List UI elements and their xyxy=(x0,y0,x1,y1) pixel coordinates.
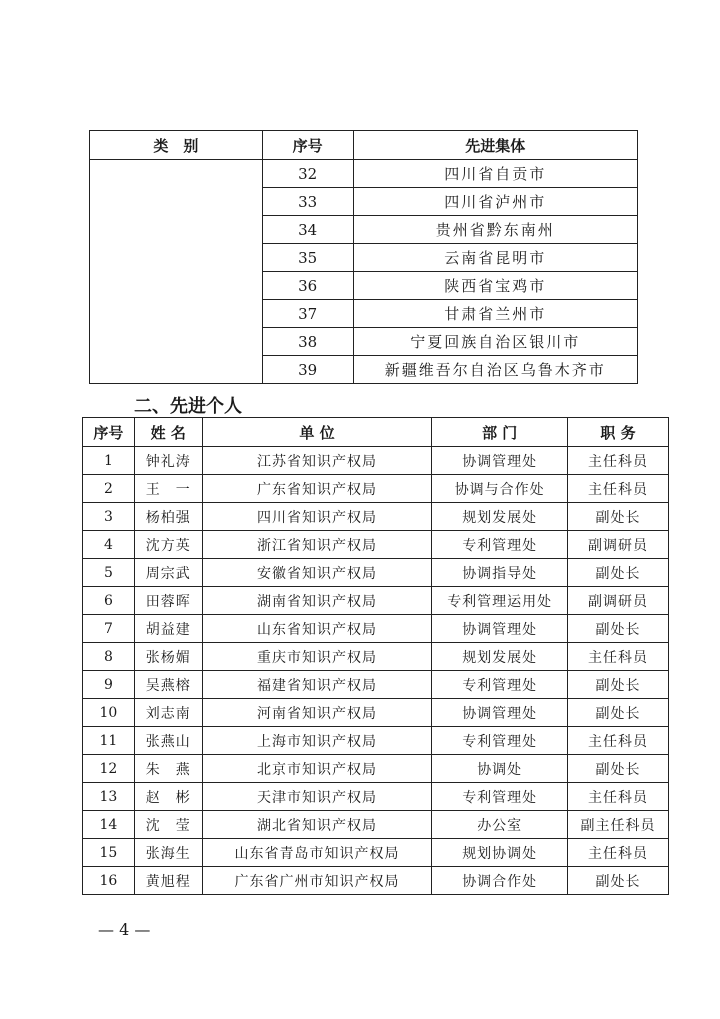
position: 副调研员 xyxy=(568,587,669,615)
row-number: 6 xyxy=(83,587,135,615)
table-row xyxy=(83,475,669,503)
unit-name: 山东省知识产权局 xyxy=(202,615,432,643)
table-row xyxy=(83,503,669,531)
unit-name: 广东省广州市知识产权局 xyxy=(202,867,432,895)
row-number: 15 xyxy=(83,839,135,867)
header-number: 序号 xyxy=(262,131,353,160)
collective-name: 贵州省黔东南州 xyxy=(353,216,637,244)
position: 主任科员 xyxy=(568,839,669,867)
row-number: 8 xyxy=(83,643,135,671)
table-row xyxy=(83,587,669,615)
row-number: 7 xyxy=(83,615,135,643)
person-name: 周宗武 xyxy=(134,559,202,587)
row-number: 35 xyxy=(262,244,353,272)
department: 办公室 xyxy=(432,811,568,839)
table-row xyxy=(83,783,669,811)
person-name: 张燕山 xyxy=(134,727,202,755)
table-row xyxy=(83,559,669,587)
row-number: 14 xyxy=(83,811,135,839)
table-row xyxy=(83,643,669,671)
row-number: 33 xyxy=(262,188,353,216)
collective-name: 四川省自贡市 xyxy=(353,160,637,188)
row-number: 11 xyxy=(83,727,135,755)
unit-name: 河南省知识产权局 xyxy=(202,699,432,727)
person-name: 黄旭程 xyxy=(134,867,202,895)
advanced-individuals-table xyxy=(82,417,669,895)
person-name: 胡益建 xyxy=(134,615,202,643)
position: 副调研员 xyxy=(568,531,669,559)
person-name: 钟礼涛 xyxy=(134,447,202,475)
row-number: 10 xyxy=(83,699,135,727)
department: 规划发展处 xyxy=(432,643,568,671)
unit-name: 北京市知识产权局 xyxy=(202,755,432,783)
position: 主任科员 xyxy=(568,643,669,671)
table-row xyxy=(83,531,669,559)
person-name: 田蓉晖 xyxy=(134,587,202,615)
department: 协调管理处 xyxy=(432,699,568,727)
row-number: 38 xyxy=(262,328,353,356)
position: 主任科员 xyxy=(568,727,669,755)
table-row xyxy=(83,867,669,895)
person-name: 赵 彬 xyxy=(134,783,202,811)
person-name: 张海生 xyxy=(134,839,202,867)
position: 副主任科员 xyxy=(568,811,669,839)
unit-name: 江苏省知识产权局 xyxy=(202,447,432,475)
unit-name: 湖北省知识产权局 xyxy=(202,811,432,839)
row-number: 16 xyxy=(83,867,135,895)
person-name: 沈 莹 xyxy=(134,811,202,839)
row-number: 13 xyxy=(83,783,135,811)
unit-name: 安徽省知识产权局 xyxy=(202,559,432,587)
person-name: 沈方英 xyxy=(134,531,202,559)
person-name: 吴燕榕 xyxy=(134,671,202,699)
position: 副处长 xyxy=(568,559,669,587)
row-number: 2 xyxy=(83,475,135,503)
collective-name: 陕西省宝鸡市 xyxy=(353,272,637,300)
person-name: 朱 燕 xyxy=(134,755,202,783)
table-row xyxy=(83,839,669,867)
table-row xyxy=(83,671,669,699)
collective-name: 四川省泸州市 xyxy=(353,188,637,216)
table-header-row xyxy=(83,418,669,447)
table-row xyxy=(83,755,669,783)
row-number: 3 xyxy=(83,503,135,531)
department: 协调指导处 xyxy=(432,559,568,587)
department: 协调处 xyxy=(432,755,568,783)
table-row xyxy=(83,699,669,727)
header-unit: 单 位 xyxy=(202,418,432,447)
position: 副处长 xyxy=(568,503,669,531)
department: 协调合作处 xyxy=(432,867,568,895)
unit-name: 浙江省知识产权局 xyxy=(202,531,432,559)
position: 副处长 xyxy=(568,671,669,699)
collective-name: 宁夏回族自治区银川市 xyxy=(353,328,637,356)
page-number: — 4 — xyxy=(98,920,151,939)
department: 专利管理处 xyxy=(432,727,568,755)
department: 专利管理运用处 xyxy=(432,587,568,615)
category-cell xyxy=(90,160,263,384)
position: 主任科员 xyxy=(568,783,669,811)
unit-name: 天津市知识产权局 xyxy=(202,783,432,811)
table-row xyxy=(90,160,638,188)
department: 规划发展处 xyxy=(432,503,568,531)
position: 副处长 xyxy=(568,755,669,783)
department: 专利管理处 xyxy=(432,531,568,559)
header-collective: 先进集体 xyxy=(353,131,637,160)
position: 主任科员 xyxy=(568,475,669,503)
department: 专利管理处 xyxy=(432,671,568,699)
table-row xyxy=(83,615,669,643)
row-number: 34 xyxy=(262,216,353,244)
row-number: 5 xyxy=(83,559,135,587)
position: 副处长 xyxy=(568,615,669,643)
unit-name: 重庆市知识产权局 xyxy=(202,643,432,671)
collective-name: 云南省昆明市 xyxy=(353,244,637,272)
unit-name: 广东省知识产权局 xyxy=(202,475,432,503)
table-header-row xyxy=(90,131,638,160)
header-number: 序号 xyxy=(83,418,135,447)
table-row xyxy=(83,727,669,755)
row-number: 12 xyxy=(83,755,135,783)
unit-name: 湖南省知识产权局 xyxy=(202,587,432,615)
position: 副处长 xyxy=(568,867,669,895)
collective-name: 新疆维吾尔自治区乌鲁木齐市 xyxy=(353,356,637,384)
department: 协调管理处 xyxy=(432,615,568,643)
advanced-collectives-table xyxy=(89,130,638,384)
row-number: 9 xyxy=(83,671,135,699)
section-title: 二、先进个人 xyxy=(134,396,242,417)
department: 规划协调处 xyxy=(432,839,568,867)
person-name: 张杨媚 xyxy=(134,643,202,671)
person-name: 王 一 xyxy=(134,475,202,503)
department: 协调管理处 xyxy=(432,447,568,475)
header-category: 类 别 xyxy=(90,131,263,160)
header-name: 姓 名 xyxy=(134,418,202,447)
header-department: 部 门 xyxy=(432,418,568,447)
unit-name: 四川省知识产权局 xyxy=(202,503,432,531)
row-number: 4 xyxy=(83,531,135,559)
row-number: 37 xyxy=(262,300,353,328)
table-row xyxy=(83,811,669,839)
row-number: 1 xyxy=(83,447,135,475)
unit-name: 上海市知识产权局 xyxy=(202,727,432,755)
unit-name: 山东省青岛市知识产权局 xyxy=(202,839,432,867)
person-name: 杨柏强 xyxy=(134,503,202,531)
header-position: 职 务 xyxy=(568,418,669,447)
unit-name: 福建省知识产权局 xyxy=(202,671,432,699)
collective-name: 甘肃省兰州市 xyxy=(353,300,637,328)
department: 协调与合作处 xyxy=(432,475,568,503)
table-row xyxy=(83,447,669,475)
row-number: 39 xyxy=(262,356,353,384)
row-number: 32 xyxy=(262,160,353,188)
row-number: 36 xyxy=(262,272,353,300)
department: 专利管理处 xyxy=(432,783,568,811)
position: 副处长 xyxy=(568,699,669,727)
position: 主任科员 xyxy=(568,447,669,475)
person-name: 刘志南 xyxy=(134,699,202,727)
